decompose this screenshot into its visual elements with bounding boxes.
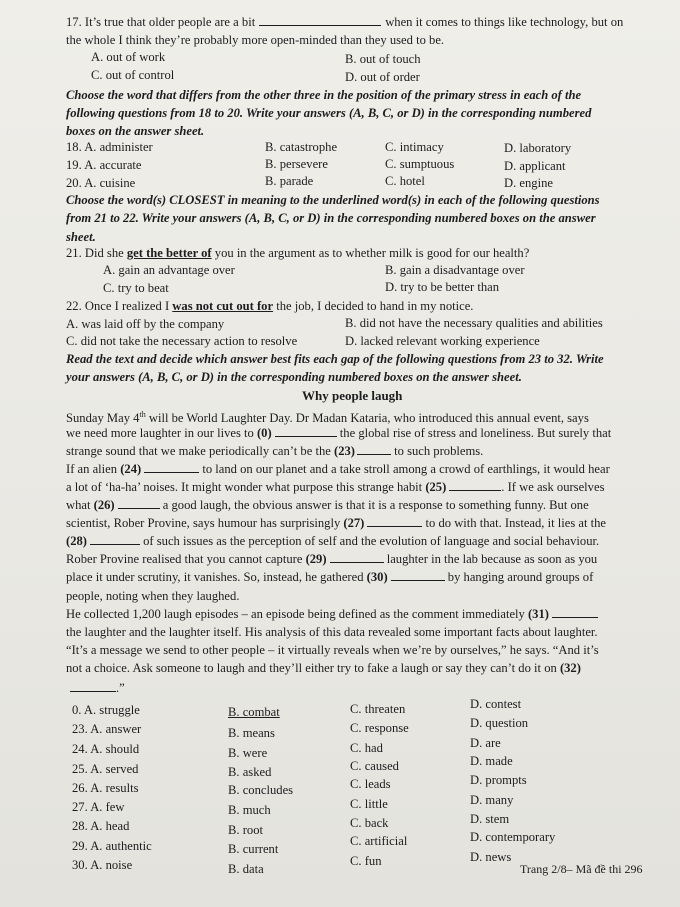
- answer-23-c: C. response: [350, 721, 409, 735]
- q21-option-a: A. gain an advantage over: [103, 263, 235, 277]
- gap-26: (26): [93, 498, 115, 512]
- reading-instruction-1: Read the text and decide which answer best fits each gap of the following questions from 23 to 32. Write: [66, 352, 604, 366]
- answer-26-a: 26. A. results: [72, 781, 139, 795]
- answer-28-a: 28. A. head: [72, 819, 130, 833]
- answer-27-d: D. many: [470, 793, 514, 807]
- q17-option-a: A. out of work: [91, 50, 166, 64]
- passage-line-11: people, noting when they laughed.: [66, 589, 240, 603]
- passage-line-14: “It’s a message we send to other people – it virtually reveals when we’re by ourselves,” he says. “And it’s: [66, 643, 599, 657]
- q21-option-c: C. try to beat: [103, 281, 169, 295]
- stress-row-18-a: 18. A. administer: [66, 140, 153, 154]
- answer-27-b: B. much: [228, 803, 271, 817]
- passage-line-12: He collected 1,200 laugh episodes – an episode being defined as the comment immediately (31): [66, 606, 598, 622]
- stress-row-18-c: C. intimacy: [385, 140, 444, 154]
- passage-line-15: not a choice. Ask someone to laugh and they’ll either try to fake a laugh or say they can’t do it on (32): [66, 661, 581, 675]
- answer-30-b: B. data: [228, 862, 264, 876]
- closest-instruction-1: Choose the word(s) CLOSEST in meaning to the underlined word(s) in each of the following questions: [66, 193, 600, 207]
- q17-stem-line2: the whole I think they’re probably more open-minded than they used to be.: [66, 33, 445, 47]
- passage-line-4: If an alien (24) to land on our planet and a take stroll among a crowd of earthlings, it would hear: [66, 462, 610, 476]
- stress-instruction-1: Choose the word that differs from the other three in the position of the primary stress in each of the: [66, 88, 582, 102]
- q21-stem: 21. Did she get the better of you in the argument as to whether milk is good for our health?: [66, 246, 530, 260]
- passage-line-13: the laughter and the laughter itself. His analysis of this data revealed some important facts about laughter.: [66, 625, 598, 639]
- answer-0-d: D. contest: [470, 697, 522, 711]
- q22-option-b: B. did not have the necessary qualities and abilities: [345, 316, 603, 330]
- reading-instruction-2: your answers (A, B, C, or D) in the corresponding numbered boxes on the answer sheet.: [66, 370, 522, 384]
- q17-blank: [259, 14, 381, 26]
- stress-row-19-a: 19. A. accurate: [66, 158, 142, 172]
- q22-underlined: was not cut out for: [172, 299, 274, 313]
- passage-line-6: what (26) a good laugh, the obvious answer is that it is a response to something funny. But one: [66, 498, 589, 512]
- stress-row-20-d: D. engine: [504, 176, 553, 190]
- answer-30-c: C. fun: [350, 854, 382, 868]
- answer-24-a: 24. A. should: [72, 742, 140, 756]
- gap-30: (30): [366, 570, 388, 584]
- stress-row-20-b: B. parade: [265, 174, 314, 188]
- gap-27: (27): [343, 516, 365, 530]
- stress-instruction-2: following questions from 18 to 20. Write your answers (A, B, C, or D) in the corresponding numbered: [66, 106, 592, 120]
- passage-line-9: Rober Provine realised that you cannot capture (29) laughter in the lab because as soon as you: [66, 552, 598, 566]
- q17-option-c: C. out of control: [91, 68, 175, 82]
- gap-32: (32): [559, 661, 581, 675]
- answer-0-a: 0. A. struggle: [72, 703, 140, 717]
- answer-23-b: B. means: [228, 726, 275, 740]
- q17-stem: 17. It’s true that older people are a bit when it comes to things like technology, but on: [66, 15, 624, 29]
- stress-row-20-c: C. hotel: [385, 174, 425, 188]
- answer-25-d: D. made: [470, 754, 513, 768]
- q21-option-d: D. try to be better than: [385, 280, 500, 294]
- answer-27-c: C. little: [350, 797, 388, 811]
- q22-option-a: A. was laid off by the company: [66, 317, 225, 331]
- gap-0: (0): [256, 426, 272, 440]
- passage-line-2: we need more laughter in our lives to (0) the global rise of stress and loneliness. But surely that: [66, 426, 612, 440]
- answer-24-b: B. were: [228, 746, 268, 760]
- answer-26-b: B. concludes: [228, 783, 294, 797]
- gap-25: (25): [425, 480, 447, 494]
- answer-30-a: 30. A. noise: [72, 858, 133, 872]
- answer-28-c: C. back: [350, 816, 389, 830]
- passage-line-5: a lot of ‘ha-ha’ noises. It might wonder what purpose this strange habit (25) . If we ask ourselves: [66, 480, 605, 494]
- passage-title: Why people laugh: [302, 388, 403, 403]
- gap-23: (23): [334, 444, 355, 458]
- passage-line-10: place it under scrutiny, it vanishes. So, instead, he gathered (30) by hanging around groups of: [66, 570, 594, 584]
- q21-underlined: get the better of: [126, 246, 212, 260]
- q22-option-d: D. lacked relevant working experience: [345, 334, 540, 348]
- q17-option-b: B. out of touch: [345, 52, 421, 66]
- stress-row-19-c: C. sumptuous: [385, 157, 455, 171]
- passage-line-7: scientist, Rober Provine, says humour has surprisingly (27) to do with that. Instead, it lies at the: [66, 516, 606, 530]
- gap-24: (24): [120, 462, 142, 476]
- passage-line-1: Sunday May 4th will be World Laughter Day. Dr Madan Kataria, who introduced this annual event, says: [66, 410, 589, 426]
- answer-26-c: C. leads: [350, 777, 391, 791]
- passage-line-16: .”: [70, 680, 125, 696]
- answer-24-c: C. had: [350, 741, 383, 755]
- answer-25-a: 25. A. served: [72, 762, 139, 776]
- gap-31: (31): [527, 607, 549, 621]
- answer-23-a: 23. A. answer: [72, 722, 142, 736]
- answer-0-c: C. threaten: [350, 702, 406, 716]
- stress-row-18-d: D. laboratory: [504, 141, 572, 155]
- answer-30-d: D. news: [470, 850, 512, 864]
- answer-27-a: 27. A. few: [72, 800, 125, 814]
- answer-0-b: B. combat: [228, 705, 280, 719]
- answer-24-d: D. are: [470, 736, 501, 750]
- gap-28: (28): [66, 534, 87, 548]
- passage-line-8: (28) of such issues as the perception of self and the evolution of language and social behaviour.: [66, 534, 600, 548]
- q17-option-d: D. out of order: [345, 70, 420, 84]
- stress-row-18-b: B. catastrophe: [265, 140, 338, 154]
- gap-29: (29): [305, 552, 327, 566]
- stress-instruction-3: boxes on the answer sheet.: [66, 124, 205, 138]
- answer-29-a: 29. A. authentic: [72, 839, 152, 853]
- answer-28-b: B. root: [228, 823, 263, 837]
- answer-28-d: D. stem: [470, 812, 510, 826]
- stress-row-19-b: B. persevere: [265, 157, 328, 171]
- answer-29-c: C. artificial: [350, 834, 408, 848]
- stress-row-20-a: 20. A. cuisine: [66, 176, 136, 190]
- answer-25-c: C. caused: [350, 759, 399, 773]
- passage-line-3: strange sound that we make periodically can’t be the (23) to such problems.: [66, 444, 484, 458]
- q22-option-c: C. did not take the necessary action to resolve: [66, 334, 298, 348]
- answer-29-b: B. current: [228, 842, 279, 856]
- closest-instruction-3: sheet.: [66, 230, 96, 244]
- q21-option-b: B. gain a disadvantage over: [385, 263, 525, 277]
- answer-25-b: B. asked: [228, 765, 272, 779]
- answer-26-d: D. prompts: [470, 773, 527, 787]
- stress-row-19-d: D. applicant: [504, 159, 566, 173]
- closest-instruction-2: from 21 to 22. Write your answers (A, B, C, or D) in the corresponding numbered boxes on the answer: [66, 211, 596, 225]
- answer-23-d: D. question: [470, 716, 529, 730]
- answer-29-d: D. contemporary: [470, 830, 556, 844]
- q22-stem: 22. Once I realized I was not cut out for the job, I decided to hand in my notice.: [66, 299, 474, 313]
- page-footer: Trang 2/8– Mã đề thi 296: [520, 862, 643, 876]
